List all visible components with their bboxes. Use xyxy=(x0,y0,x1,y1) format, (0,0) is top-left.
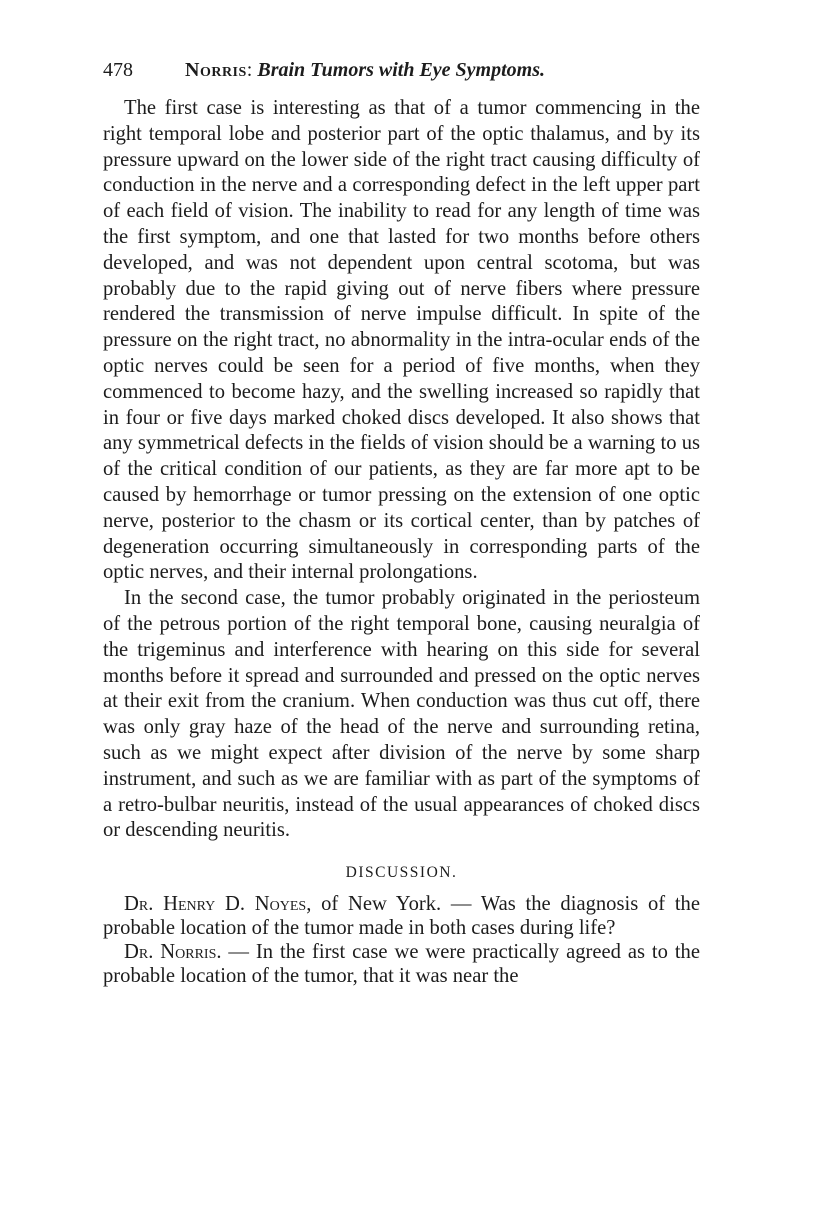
discussion-text: — In the first case we were practically agreed as to the probable location of the tumor, that it was near the xyxy=(103,941,700,988)
discussion-speaker: Dr. Norris. xyxy=(124,941,222,964)
discussion-text: of New York. — Was the diagnosis of the probable location of the tumor made in both cases during life? xyxy=(103,893,700,940)
running-head-author: Norris xyxy=(185,59,247,81)
discussion-entry xyxy=(103,940,700,988)
body-paragraph-1: The first case is interesting as that of a tumor commencing in the right temporal lobe and posterior part of the optic thalamus, and by its pressure upward on the lower side of the right tract causing difficulty of conduction in the nerve and a corresponding defect in the left upper part of each field of vision. The inability to read for any length of time was the first symptom, and one that lasted for two months before others developed, and was not dependent upon central scotoma, but was probably due to the rapid giving out of nerve fibers where pressure rendered the transmission of nerve impulse difficult. In spite of the pressure on the right tract, no abnormality in the intra-ocular ends of the optic nerves could be seen for a period of five months, when they commenced to become hazy, and the swelling increased so rapidly that in four or five days marked choked discs developed. It also shows that any symmetrical defects in the fields of vision should be a warning to us of the critical condition of our patients, as they are far more apt to be caused by hemorrhage or tumor pressing on the extension of one optic nerve, posterior to the chasm or its cortical center, than by patches of degeneration occurring simultaneously in corresponding parts of the optic nerves, and their internal prolongations. xyxy=(103,97,700,584)
discussion-entry xyxy=(103,892,700,940)
running-head-title: Brain Tumors with Eye Symptoms. xyxy=(257,59,546,81)
discussion-section xyxy=(103,892,700,988)
discussion-heading: DISCUSSION. xyxy=(345,864,458,882)
page-number: 478 xyxy=(103,59,133,81)
running-head-separator: : xyxy=(246,59,253,81)
running-head xyxy=(103,56,700,84)
discussion-speaker: Dr. Henry D. Noyes, xyxy=(124,893,312,916)
book-page xyxy=(103,56,700,988)
body-paragraph-2: In the second case, the tumor probably originated in the periosteum of the petrous portion of the right temporal bone, causing neuralgia of the trigeminus and interference with hearing on this side for several months before it spread and surrounded and pressed on the optic nerves at their exit from the cranium. When conduction was thus cut off, there was only gray haze of the head of the nerve and surrounding retina, such as we might expect after division of the nerve by some sharp instrument, and such as we are familiar with as part of the symptoms of a retro-bulbar neuritis, instead of the usual appearances of choked discs or descending neuritis. xyxy=(103,587,700,842)
